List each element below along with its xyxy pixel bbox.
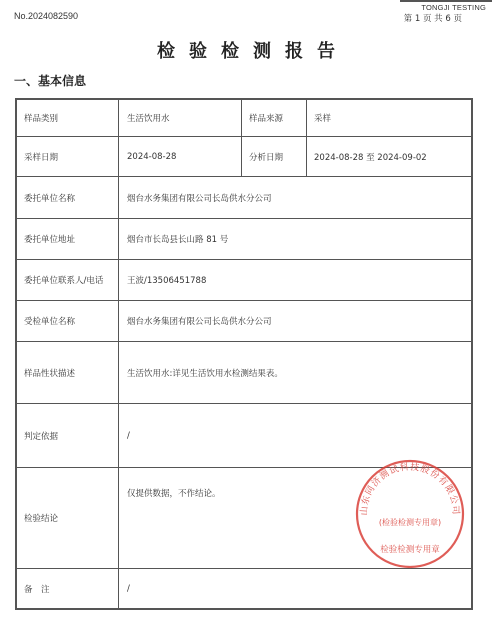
label-sampling-date: 采样日期: [24, 152, 59, 163]
label-client-address: 委托单位地址: [24, 235, 76, 245]
value-sample-category: 生活饮用水: [127, 113, 170, 124]
report-title: 检验检测报告: [157, 41, 349, 62]
page-indicator: 第 1 页 共 6 页: [403, 14, 462, 24]
label-analysis-date: 分析日期: [249, 152, 284, 163]
section-heading: 一、基本信息: [14, 74, 87, 88]
seal-bottom-text: 检验检测专用章: [380, 545, 440, 555]
value-client-name: 烟台水务集团有限公司长岛供水分公司: [127, 193, 272, 204]
value-sample-description: 生活饮用水:详见生活饮用水检测结果表。: [127, 368, 283, 379]
report-number: No.2024082590: [14, 11, 79, 21]
svg-text:山东同济测试科技股份有限公司: [358, 461, 461, 516]
value-sampling-date: 2024-08-28: [127, 151, 177, 162]
value-client-address: 烟台市长岛县长山路 81 号: [127, 235, 229, 245]
value-sample-source: 采样: [314, 113, 332, 124]
header-rule: [400, 0, 492, 2]
label-client-contact: 委托单位联系人/电话: [24, 276, 104, 286]
value-remarks: /: [127, 583, 130, 594]
label-sample-source: 样品来源: [249, 113, 284, 124]
seal-inner-text: (检验检测专用章): [378, 518, 442, 527]
brand-name: TONGJI TESTING: [421, 3, 486, 12]
seal-org-text: 山东同济测试科技股份有限公司: [359, 462, 461, 516]
official-seal: [354, 458, 466, 570]
value-analysis-date: 2024-08-28 至 2024-09-02: [314, 152, 427, 163]
label-conclusion: 检验结论: [24, 514, 59, 524]
label-remarks: 备 注: [24, 584, 50, 595]
label-judgment-basis: 判定依据: [24, 431, 59, 442]
label-inspected-unit: 受检单位名称: [24, 317, 76, 327]
label-sample-description: 样品性状描述: [24, 368, 76, 379]
label-client-name: 委托单位名称: [24, 193, 76, 204]
value-conclusion: 仅提供数据，不作结论。: [127, 489, 221, 499]
value-client-contact: 王波/13506451788: [127, 276, 207, 286]
value-inspected-unit: 烟台水务集团有限公司长岛供水分公司: [127, 317, 272, 327]
label-sample-category: 样品类别: [24, 113, 59, 124]
value-judgment-basis: /: [127, 430, 130, 441]
